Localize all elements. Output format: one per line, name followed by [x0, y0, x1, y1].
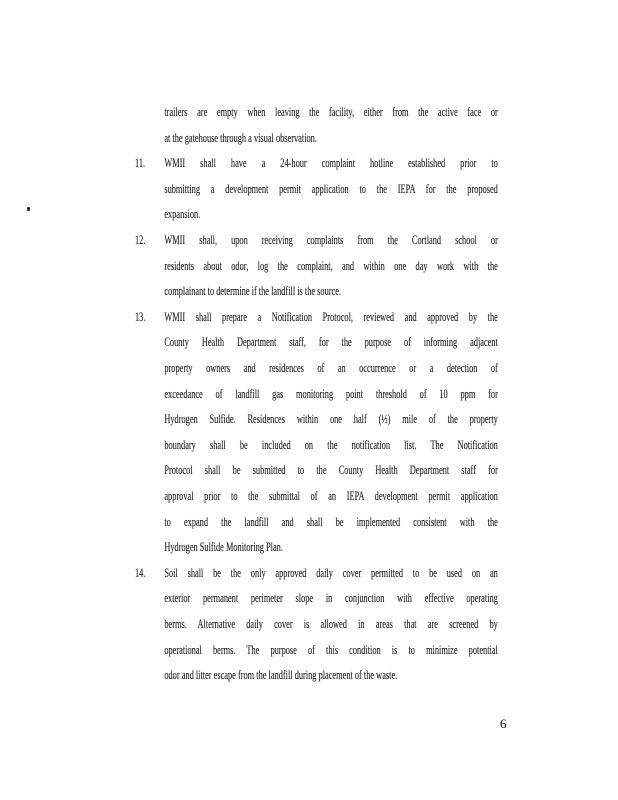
item-number: 11. — [135, 156, 146, 171]
line-text: Soil shall be the only approved daily cover permitted to be used on an — [164, 565, 498, 580]
line-text: complainant to determine if the landfill is the source. — [164, 284, 342, 299]
text-line — [135, 126, 498, 152]
text-line — [135, 484, 498, 510]
line-text: Protocol shall be submitted to the County Health Department staff for — [164, 463, 498, 478]
item-number: 14. — [135, 565, 146, 580]
line-text: residents about odor, log the complaint, and within one day work with the — [164, 258, 498, 273]
item-number: 13. — [135, 309, 146, 324]
text-line — [135, 586, 498, 612]
text-line — [135, 638, 498, 664]
line-text: operational berms. The purpose of this condition is to minimize potential — [164, 642, 498, 657]
line-text: odor and litter escape from the landfill during placement of the waste. — [164, 668, 398, 683]
line-text: berms. Alternative daily cover is allowed in areas that are screened by — [164, 617, 498, 631]
text-line — [135, 151, 498, 177]
text-line — [135, 561, 498, 587]
line-text: exceedance of landfill gas monitoring point threshold of 10 ppm for — [164, 386, 498, 401]
text-line — [135, 305, 498, 331]
text-line — [135, 100, 498, 126]
text-line — [135, 612, 498, 638]
line-text: boundary shall be included on the notification list. The Notification — [164, 437, 498, 452]
text-line — [135, 382, 498, 408]
text-line — [135, 433, 498, 459]
line-text: submitting a development permit application to the IEPA for the proposed — [164, 181, 498, 196]
line-text: expansion. — [164, 207, 201, 222]
line-text: WMII shall have a 24-hour complaint hotline established prior to — [164, 156, 498, 171]
scan-artifact-dot — [27, 207, 30, 211]
line-text: exterior permanent perimeter slope in conjunction with effective operating — [164, 591, 498, 606]
text-line — [135, 279, 498, 305]
text-line — [135, 330, 498, 356]
line-text: County Health Department staff, for the purpose of informing adjacent — [164, 335, 498, 350]
line-text: approval prior to the submittal of an IEPA development permit application — [164, 489, 498, 503]
line-text: property owners and residences of an occurrence or a detection of — [164, 361, 498, 375]
line-text: Hydrogen Sulfide Monitoring Plan. — [164, 540, 283, 555]
item-number: 12. — [135, 233, 146, 247]
text-line — [135, 177, 498, 203]
text-line — [135, 254, 498, 280]
line-text: Hydrogen Sulfide. Residences within one half (½) mile of the property — [164, 412, 498, 427]
line-text: trailers are empty when leaving the facility, either from the active face or — [164, 105, 498, 119]
line-text: WMII shall, upon receiving complaints from the Cortland school or — [164, 233, 498, 247]
text-line — [135, 228, 498, 254]
line-text: at the gatehouse through a visual observation. — [164, 130, 317, 145]
text-line — [135, 663, 498, 689]
page-number: 6 — [500, 716, 507, 731]
text-line — [135, 535, 498, 561]
text-line — [135, 356, 498, 382]
text-line — [135, 407, 498, 433]
text-line — [135, 510, 498, 536]
line-text: WMII shall prepare a Notification Protocol, reviewed and approved by the — [164, 309, 498, 324]
text-line — [135, 202, 498, 228]
line-text: to expand the landfill and shall be implemented consistent with the — [164, 514, 498, 529]
text-line — [135, 458, 498, 484]
